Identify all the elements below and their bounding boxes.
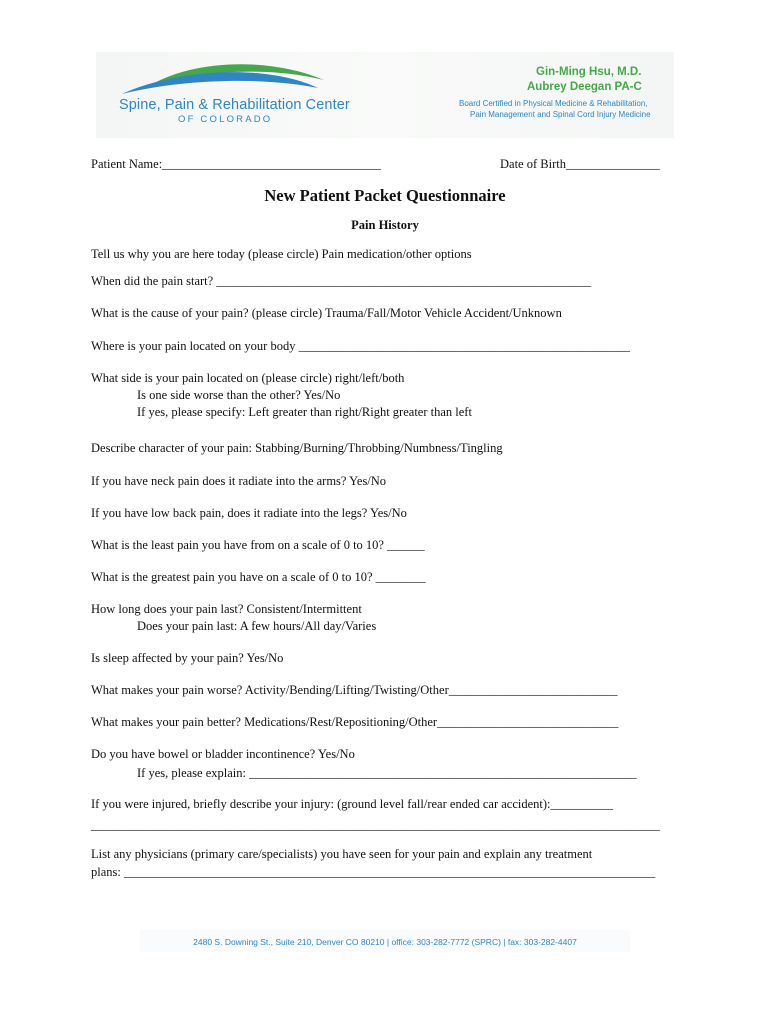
- doctor-name-1: Gin-Ming Hsu, M.D.: [536, 66, 642, 78]
- footer-contact: 2480 S. Downing St., Suite 210, Denver CO 80210 | office: 303-282-7772 (SPRC) | fax: 303-282-4407: [193, 937, 577, 947]
- question-side-worse: Is one side worse than the other? Yes/No: [137, 388, 341, 402]
- question-pain-worse[interactable]: What makes your pain worse? Activity/Bending/Lifting/Twisting/Other___________________________: [91, 683, 618, 697]
- question-least-pain[interactable]: What is the least pain you have from on a scale of 0 to 10? ______: [91, 538, 425, 552]
- question-back-radiate: If you have low back pain, does it radiate into the legs? Yes/No: [91, 506, 407, 520]
- question-pain-duration: How long does your pain last? Consistent/Intermittent: [91, 602, 362, 616]
- question-incontinence: Do you have bowel or bladder incontinence? Yes/No: [91, 747, 355, 761]
- question-pain-character: Describe character of your pain: Stabbing/Burning/Throbbing/Numbness/Tingling: [91, 441, 503, 455]
- injury-answer-line[interactable]: ___________________________________________________________________________________________: [91, 818, 660, 832]
- org-name: Spine, Pain & Rehabilitation Center: [119, 97, 350, 113]
- doctor-name-2: Aubrey Deegan PA-C: [527, 81, 642, 93]
- credentials-line-1: Board Certified in Physical Medicine & Rehabilitation,: [459, 99, 648, 108]
- question-pain-location[interactable]: Where is your pain located on your body _____________________________________________________: [91, 339, 630, 353]
- credentials-line-2: Pain Management and Spinal Cord Injury Medicine: [470, 110, 651, 119]
- question-incontinence-explain[interactable]: If yes, please explain: ______________________________________________________________: [137, 766, 637, 780]
- patient-name-field[interactable]: Patient Name:___________________________________: [91, 157, 381, 171]
- question-greatest-pain[interactable]: What is the greatest pain you have on a scale of 0 to 10? ________: [91, 570, 426, 584]
- physicians-plans-line[interactable]: plans: _____________________________________________________________________________________: [91, 865, 656, 879]
- logo-swoosh-icon: [118, 58, 330, 98]
- question-injury[interactable]: If you were injured, briefly describe your injury: (ground level fall/rear ended car accident):__________: [91, 797, 614, 811]
- question-pain-cause: What is the cause of your pain? (please circle) Trauma/Fall/Motor Vehicle Accident/Unknown: [91, 306, 562, 320]
- question-pain-better[interactable]: What makes your pain better? Medications/Rest/Repositioning/Other_____________________________: [91, 715, 619, 729]
- question-pain-last: Does your pain last: A few hours/All day/Varies: [137, 619, 377, 633]
- question-visit-reason: Tell us why you are here today (please circle) Pain medication/other options: [91, 247, 472, 261]
- question-physicians: List any physicians (primary care/specialists) you have seen for your pain and explain any treatment: [91, 847, 593, 861]
- question-side-specify: If yes, please specify: Left greater than right/Right greater than left: [137, 405, 472, 419]
- org-subtitle: OF COLORADO: [178, 114, 273, 125]
- question-sleep: Is sleep affected by your pain? Yes/No: [91, 651, 284, 665]
- section-title: Pain History: [351, 218, 419, 232]
- question-neck-radiate: If you have neck pain does it radiate into the arms? Yes/No: [91, 474, 387, 488]
- page-title: New Patient Packet Questionnaire: [264, 186, 506, 205]
- question-pain-start[interactable]: When did the pain start? ____________________________________________________________: [91, 274, 592, 288]
- date-of-birth-field[interactable]: Date of Birth_______________: [500, 157, 660, 171]
- question-pain-side: What side is your pain located on (please circle) right/left/both: [91, 371, 405, 385]
